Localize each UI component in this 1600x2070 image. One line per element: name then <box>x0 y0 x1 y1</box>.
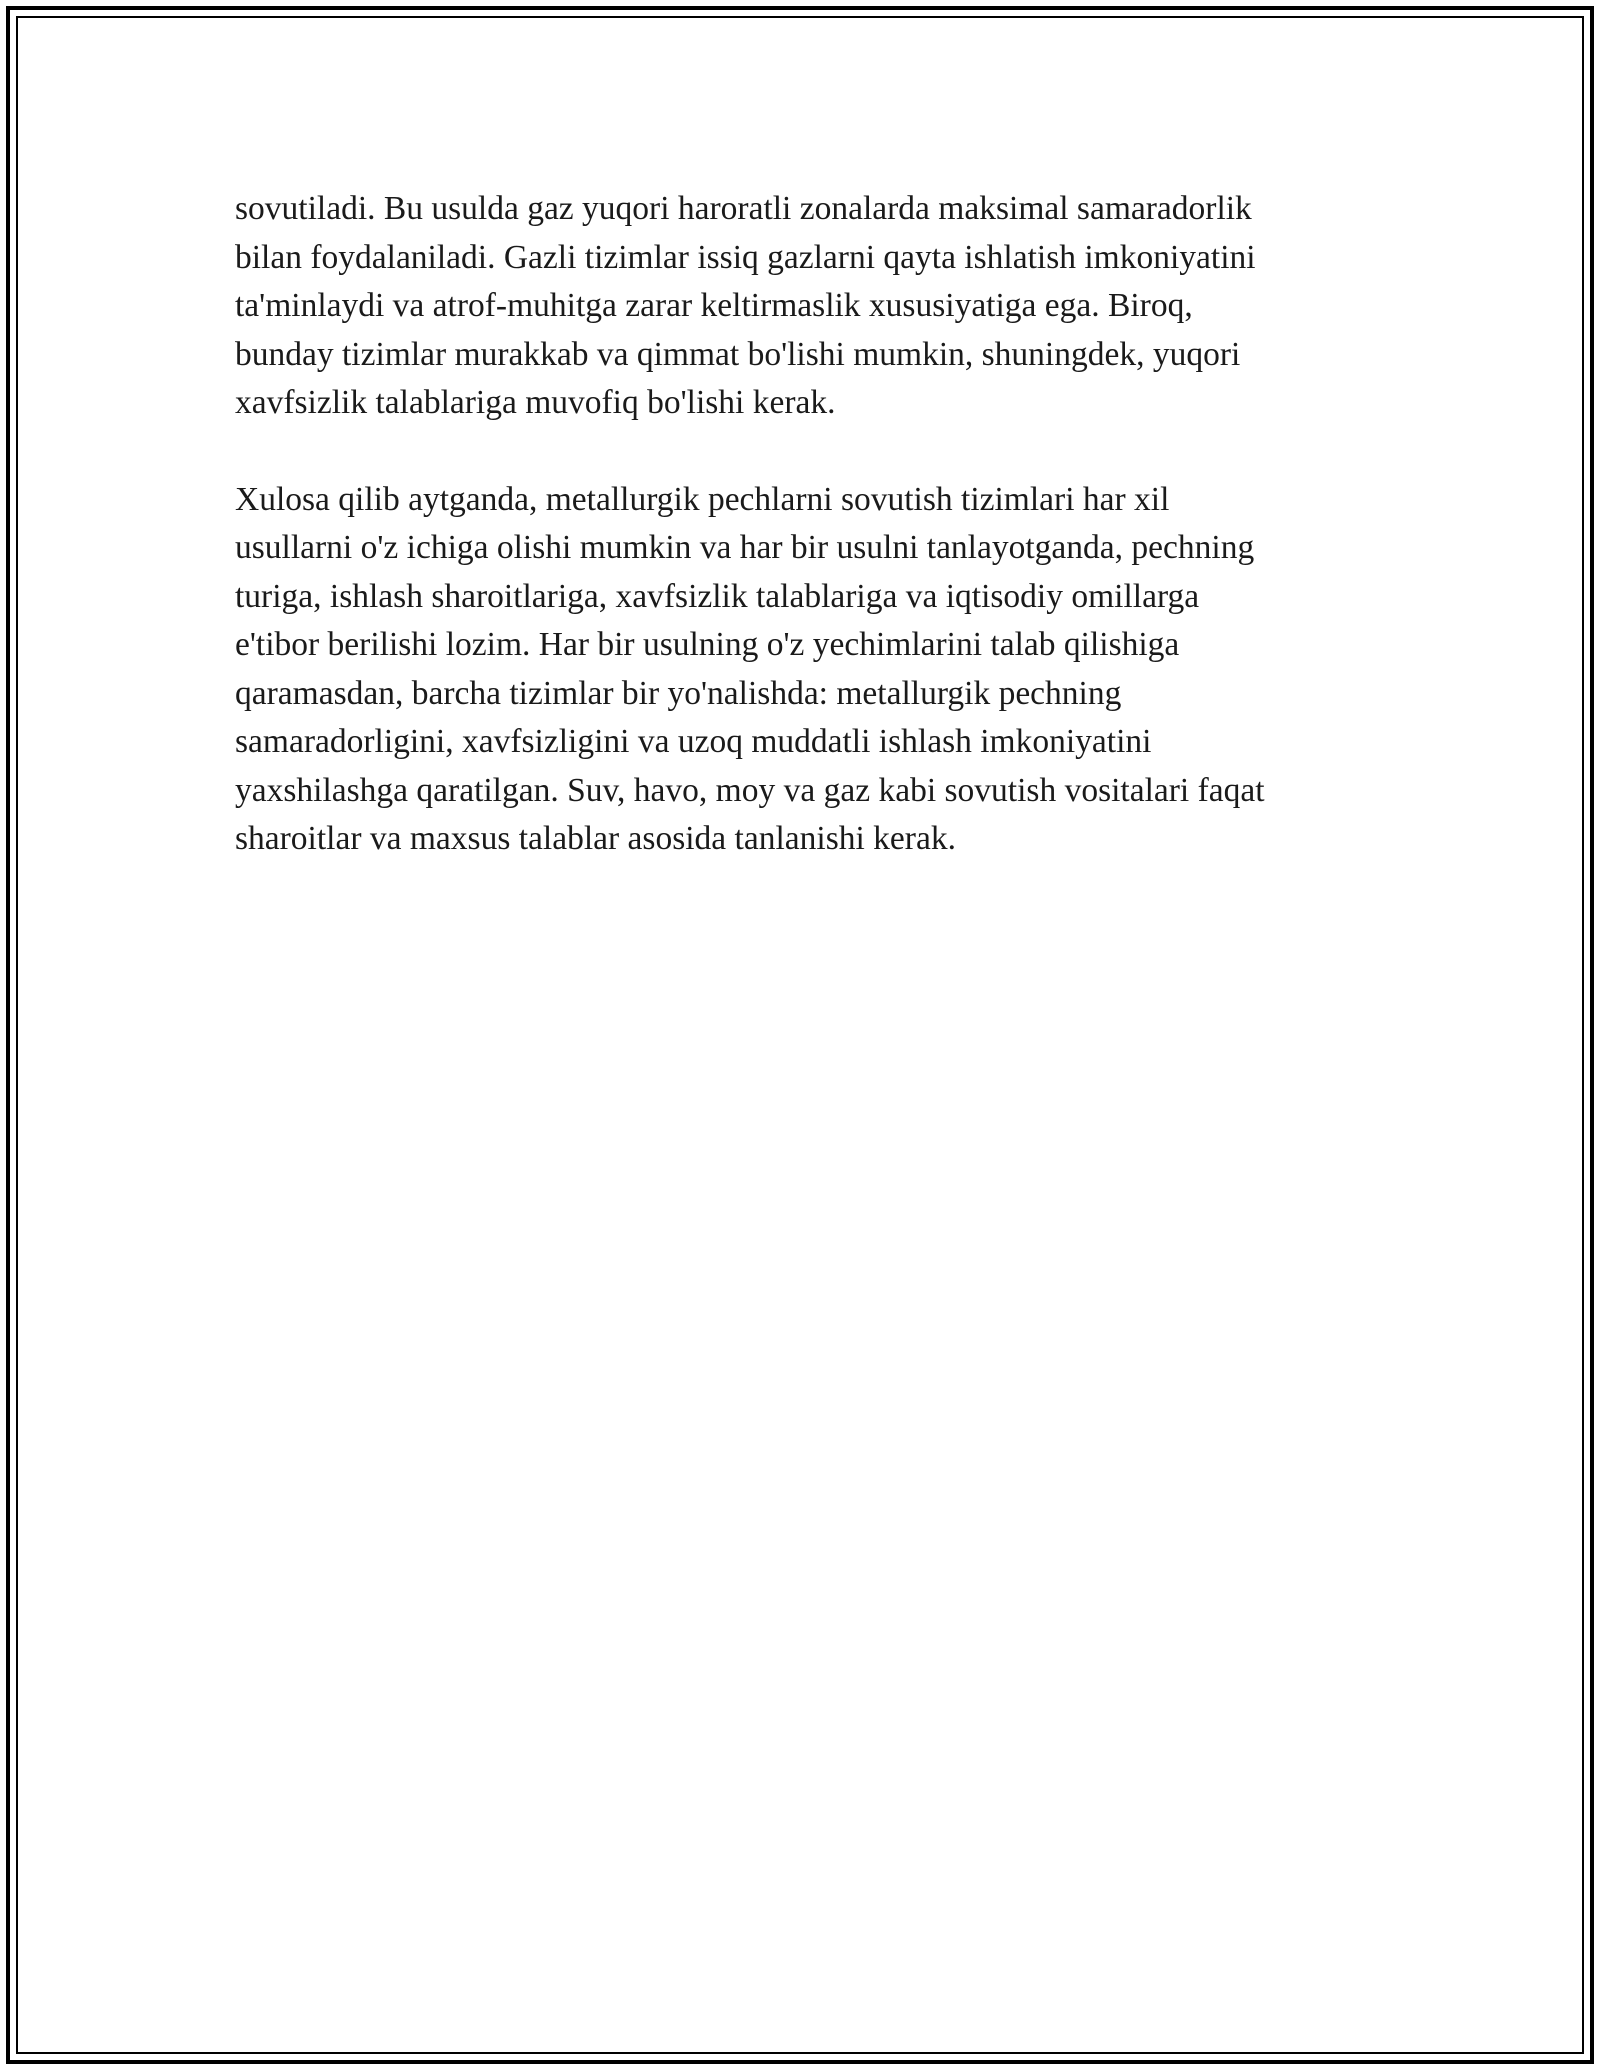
text-line: yaxshilashga qaratilgan. Suv, havo, moy va gaz kabi sovutish vositalari faqat <box>235 771 1265 809</box>
text-line: sovutiladi. Bu usulda gaz yuqori haroratli zonalarda maksimal samaradorlik <box>235 190 1252 227</box>
text-line: bilan foydalaniladi. Gazli tizimlar issiq gazlarni qayta ishlatish imkoniyatini <box>235 238 1256 276</box>
paragraph-gas-cooling <box>235 185 1375 428</box>
page-body <box>235 185 1375 864</box>
text-line: turiga, ishlash sharoitlariga, xavfsizlik talablariga va iqtisodiy omillarga <box>235 577 1200 615</box>
text-line: Xulosa qilib aytganda, metallurgik pechlarni sovutish tizimlari har xil <box>235 480 1170 518</box>
paragraph-conclusion <box>235 476 1375 864</box>
text-line: bunday tizimlar murakkab va qimmat bo'lishi mumkin, shuningdek, yuqori <box>235 335 1241 373</box>
text-line: samaradorligini, xavfsizligini va uzoq muddatli ishlash imkoniyatini <box>235 723 1152 760</box>
text-line: e'tibor berilishi lozim. Har bir usulning o'z yechimlarini talab qilishiga <box>235 626 1180 663</box>
text-line: qaramasdan, barcha tizimlar bir yo'nalishda: metallurgik pechning <box>235 674 1122 712</box>
text-line: xavfsizlik talablariga muvofiq bo'lishi kerak. <box>235 384 836 421</box>
text-line: usullarni o'z ichiga olishi mumkin va har bir usulni tanlayotganda, pechning <box>235 529 1255 566</box>
text-line: ta'minlaydi va atrof-muhitga zarar keltirmaslik xususiyatiga ega. Biroq, <box>235 287 1193 324</box>
text-line: sharoitlar va maxsus talablar asosida tanlanishi kerak. <box>235 820 956 857</box>
